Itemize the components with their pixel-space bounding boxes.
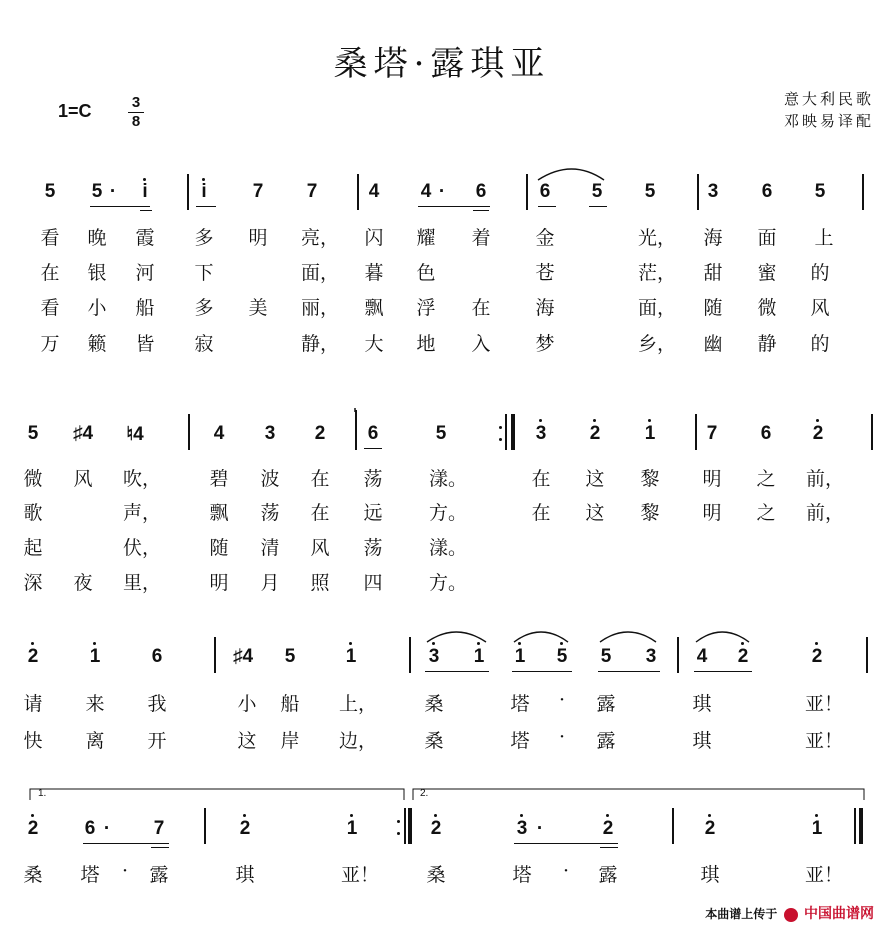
barline [526, 174, 528, 210]
octave-dot [31, 642, 34, 645]
note-sharp: ♯4 [72, 423, 94, 444]
lyric-char: 琪 [235, 864, 255, 886]
lyric-char: 晚 [87, 227, 107, 249]
lyric-char: 暮 [364, 262, 384, 284]
lyric-char: 浮 [416, 297, 436, 319]
time-signature [128, 95, 144, 130]
lyric-char: 地 [416, 333, 436, 355]
key-signature: 1=C [58, 101, 92, 121]
lyric-char: 明 [702, 502, 722, 524]
lyric-char: 离 [85, 730, 105, 752]
note: 4 [420, 181, 432, 202]
lyric-char: 亚！ [340, 864, 380, 886]
note: 1 [514, 646, 526, 667]
beam [83, 843, 169, 844]
lyric-char: 月 [260, 572, 280, 594]
lyric-char: 荡 [260, 502, 280, 524]
note: 6 [151, 646, 163, 667]
octave-dot [593, 419, 596, 422]
lyric-char: 荡 [363, 537, 383, 559]
beam [425, 671, 489, 672]
lyric-char: 丽， [300, 297, 340, 319]
note: 1 [346, 818, 358, 839]
octave-dot [143, 178, 146, 181]
lyric-char: 快 [23, 730, 43, 752]
lyric-char: 黎 [640, 502, 660, 524]
octave-dot [539, 419, 542, 422]
note: 7 [306, 181, 318, 202]
octave-dot [93, 642, 96, 645]
lyric-char: 在 [471, 297, 491, 319]
lyric-char: 露 [598, 864, 618, 886]
lyric-char: 随 [703, 297, 723, 319]
lyric-char: 桑 [23, 864, 43, 886]
lyric-char: 上， [338, 693, 378, 715]
lyric-char: 风 [73, 468, 93, 490]
lyric-char: 来 [85, 693, 105, 715]
lyric-char: 大 [364, 333, 384, 355]
lyric-char: 明 [702, 468, 722, 490]
repeat-dot [499, 426, 502, 429]
note: 2 [27, 818, 39, 839]
lyric-char: 在 [531, 502, 551, 524]
note: 2 [430, 818, 442, 839]
lyric-char: · [562, 860, 570, 882]
credit-origin: 意大利民歌 [783, 90, 874, 108]
lyric-char: 这 [237, 730, 257, 752]
lyric-char: 皆 [135, 333, 155, 355]
note: 3 [707, 181, 719, 202]
barline [862, 174, 864, 210]
lyric-char: 请 [23, 693, 43, 715]
lyric-char: 远 [363, 502, 383, 524]
lyric-char: 黎 [640, 468, 660, 490]
slur [696, 632, 749, 642]
lyric-char: 多 [194, 297, 214, 319]
note: 5 [644, 181, 656, 202]
note: 2 [27, 646, 39, 667]
octave-dot [477, 642, 480, 645]
lyric-char: 入 [471, 333, 491, 355]
lyric-char: 面 [757, 227, 777, 249]
lyric-char: 静 [757, 333, 777, 355]
note: 1 [811, 818, 823, 839]
lyric-char: 微 [23, 468, 43, 490]
lyric-char: 飘 [209, 502, 229, 524]
note: 2 [239, 818, 251, 839]
beam [151, 847, 169, 848]
barline [672, 808, 674, 844]
barline [188, 414, 190, 450]
note: 6 [539, 181, 551, 202]
lyric-char: 霞 [135, 227, 155, 249]
note: 2 [737, 646, 749, 667]
lyric-char: 边， [338, 730, 378, 752]
octave-dot [350, 814, 353, 817]
octave-dot [816, 419, 819, 422]
beam [514, 843, 618, 844]
note-natural: ♮4 [126, 424, 144, 445]
lyric-char: · [558, 689, 566, 711]
lyric-char: 风 [810, 297, 830, 319]
octave-dot [518, 642, 521, 645]
lyric-char: · [121, 860, 129, 882]
meter-bottom: 8 [131, 113, 141, 130]
lyric-char: 之 [756, 502, 776, 524]
meter-top: 3 [131, 94, 141, 111]
note: 3 [428, 646, 440, 667]
lyric-char: 美 [248, 297, 268, 319]
note: 2 [704, 818, 716, 839]
lyric-char: 开 [147, 730, 167, 752]
beam [694, 671, 752, 672]
lyric-char: 寂 [194, 333, 214, 355]
lyric-char: 看 [40, 227, 60, 249]
footer-site: 中国曲谱网 [804, 905, 874, 921]
lyric-char: 塔 [80, 864, 100, 886]
lyric-char: · [558, 726, 566, 748]
note: i [142, 181, 148, 202]
lyric-char: 面， [300, 262, 340, 284]
repeat-dot [397, 832, 400, 835]
beam [538, 206, 556, 207]
slur [538, 169, 604, 180]
lyric-char: 的 [810, 262, 830, 284]
lyric-char: 多 [194, 227, 214, 249]
lyric-char: 起 [23, 537, 43, 559]
dotted-note-dot: · [103, 818, 111, 839]
beam [140, 210, 152, 211]
repeat-end-thick [408, 808, 412, 844]
note: 2 [812, 423, 824, 444]
lyric-char: 碧 [209, 468, 229, 490]
note: 4 [213, 423, 225, 444]
lyric-char: 海 [703, 227, 723, 249]
lyric-char: 飘 [364, 297, 384, 319]
note: 5 [44, 181, 56, 202]
note: 5 [435, 423, 447, 444]
lyric-char: 明 [248, 227, 268, 249]
lyric-char: 在 [310, 468, 330, 490]
note: 6 [84, 818, 96, 839]
lyric-char: 我 [147, 693, 167, 715]
note: 6 [760, 423, 772, 444]
lyric-char: 这 [585, 502, 605, 524]
lyric-char: 乡， [637, 333, 677, 355]
lyric-char: 之 [756, 468, 776, 490]
lyric-char: 塔 [510, 693, 530, 715]
beam [598, 671, 660, 672]
repeat-barline-thick [511, 414, 515, 450]
note: 5 [284, 646, 296, 667]
beam [196, 206, 216, 207]
lyric-char: 照 [310, 572, 330, 594]
octave-dot [560, 642, 563, 645]
note: 6 [761, 181, 773, 202]
lyric-char: 在 [310, 502, 330, 524]
note: 1 [473, 646, 485, 667]
lyric-char: 静， [300, 333, 340, 355]
lyric-char: 岸 [280, 730, 300, 752]
note: 5 [591, 181, 603, 202]
note: 4 [696, 646, 708, 667]
note-sharp: ♯4 [232, 646, 254, 667]
barline [204, 808, 206, 844]
lyric-char: 漾。 [428, 537, 468, 559]
lyric-char: 歌 [23, 502, 43, 524]
volta-2-label: 2. [420, 788, 429, 799]
beam [90, 206, 150, 207]
lyric-char: 里， [122, 572, 162, 594]
octave-dot [349, 642, 352, 645]
repeat-dot [397, 820, 400, 823]
lyric-char: 万 [40, 333, 60, 355]
barline [214, 637, 216, 673]
octave-dot [202, 178, 205, 181]
note: 5 [814, 181, 826, 202]
note: 3 [645, 646, 657, 667]
octave-dot [434, 814, 437, 817]
dotted-note-dot: · [438, 181, 446, 202]
note: 5 [27, 423, 39, 444]
lyric-char: 梦 [535, 333, 555, 355]
octave-dot [31, 814, 34, 817]
beam [589, 206, 607, 207]
lyric-char: 船 [135, 297, 155, 319]
repeat-dot [499, 438, 502, 441]
note: 7 [706, 423, 718, 444]
lyric-char: 波 [260, 468, 280, 490]
lyric-char: 海 [535, 297, 555, 319]
note: 6 [475, 181, 487, 202]
lyric-char: 小 [237, 693, 257, 715]
note: 2 [811, 646, 823, 667]
note: 7 [252, 181, 264, 202]
slur [427, 632, 486, 642]
octave-dot [708, 814, 711, 817]
final-barline-thin [854, 808, 856, 844]
lyric-char: 漾。 [428, 468, 468, 490]
lyric-char: 前， [805, 468, 845, 490]
barline [677, 637, 679, 673]
lyric-char: 露 [596, 693, 616, 715]
lyric-char: 琪 [692, 693, 712, 715]
volta-1-label: 1. [38, 788, 47, 799]
beam [418, 206, 490, 207]
note: 3 [264, 423, 276, 444]
lyric-char: 前， [805, 502, 845, 524]
barline [871, 414, 873, 450]
octave-dot [520, 814, 523, 817]
lyric-char: 籁 [87, 333, 107, 355]
lyric-char: 桑 [424, 730, 444, 752]
beam [473, 210, 489, 211]
lyric-char: 深 [23, 572, 43, 594]
song-title: 桑塔·露琪亚 [333, 44, 551, 84]
lyric-char: 亚！ [804, 693, 844, 715]
lyric-char: 清 [260, 537, 280, 559]
lyric-char: 闪 [364, 227, 384, 249]
lyric-char: 塔 [512, 864, 532, 886]
volta-bracket-1 [30, 789, 404, 800]
lyric-char: 看 [40, 297, 60, 319]
note: 1 [644, 423, 656, 444]
lyric-char: 露 [149, 864, 169, 886]
note: 1 [345, 646, 357, 667]
octave-dot [432, 642, 435, 645]
lyric-char: 风 [310, 537, 330, 559]
credit-translator: 邓映易译配 [783, 112, 874, 130]
note: 7 [153, 818, 165, 839]
lyric-char: 小 [87, 297, 107, 319]
lyric-char: 船 [280, 693, 300, 715]
octave-dot [815, 814, 818, 817]
barline [866, 637, 868, 673]
lyric-char: 亚！ [804, 864, 844, 886]
volta-bracket-2 [413, 789, 864, 800]
lyric-char: 伏， [122, 537, 162, 559]
lyric-char: 露 [596, 730, 616, 752]
octave-dot [741, 642, 744, 645]
lyric-char: 微 [757, 297, 777, 319]
barline [187, 174, 189, 210]
beam [364, 448, 382, 449]
lyric-char: 桑 [426, 864, 446, 886]
note: 1 [89, 646, 101, 667]
note: 5 [91, 181, 103, 202]
octave-dot [243, 814, 246, 817]
note: 2 [589, 423, 601, 444]
dotted-note-dot: · [536, 818, 544, 839]
lyric-char: 色 [416, 262, 436, 284]
note: 2 [314, 423, 326, 444]
footer-logo-icon [784, 908, 798, 922]
lyric-char: 下 [194, 262, 214, 284]
note: 4 [368, 181, 380, 202]
lyric-char: 的 [810, 333, 830, 355]
lyric-char: 蜜 [757, 262, 777, 284]
note: 6 [367, 423, 379, 444]
note: 5 [600, 646, 612, 667]
lyric-char: 方。 [428, 572, 468, 594]
octave-dot [606, 814, 609, 817]
lyric-char: 金 [535, 227, 555, 249]
lyric-char: 在 [531, 468, 551, 490]
barline [357, 174, 359, 210]
note: 3 [535, 423, 547, 444]
lyric-char: 吹， [122, 468, 162, 490]
lyric-char: 茫， [637, 262, 677, 284]
final-barline-thick [859, 808, 863, 844]
octave-dot [648, 419, 651, 422]
lyric-char: 苍 [535, 262, 555, 284]
beam [600, 847, 618, 848]
barline [695, 414, 697, 450]
repeat-end-thin [404, 808, 406, 844]
barline [355, 410, 357, 450]
lyric-char: 随 [209, 537, 229, 559]
footer-watermark [705, 903, 874, 923]
slur [600, 632, 656, 642]
lyric-char: 夜 [73, 572, 93, 594]
lyric-char: 明 [209, 572, 229, 594]
lyric-char: 声， [122, 502, 162, 524]
note: i [201, 181, 207, 202]
lyric-char: 亮， [300, 227, 340, 249]
lyric-char: 这 [585, 468, 605, 490]
dotted-note-dot: · [109, 181, 117, 202]
lyric-char: 河 [135, 262, 155, 284]
lyric-char: 桑 [424, 693, 444, 715]
lyric-char: 幽 [703, 333, 723, 355]
lyric-char: 光， [637, 227, 677, 249]
lyric-char: 在 [40, 262, 60, 284]
beam [512, 671, 572, 672]
note: 2 [602, 818, 614, 839]
note: 5 [556, 646, 568, 667]
lyric-char: 琪 [692, 730, 712, 752]
lyric-char: 方。 [428, 502, 468, 524]
lyric-char: 亚！ [804, 730, 844, 752]
lyric-char: 着 [471, 227, 491, 249]
barline [697, 174, 699, 210]
lyric-char: 琪 [700, 864, 720, 886]
lyric-char: 面， [637, 297, 677, 319]
lyric-char: 耀 [416, 227, 436, 249]
lyric-char: 上 [814, 227, 834, 249]
note: 3 [516, 818, 528, 839]
lyric-char: 荡 [363, 468, 383, 490]
lyric-char: 四 [363, 572, 383, 594]
footer-prefix: 本曲谱上传于 [705, 907, 778, 921]
lyric-char: 银 [87, 262, 107, 284]
octave-dot [815, 642, 818, 645]
barline [409, 637, 411, 673]
lyric-char: 塔 [510, 730, 530, 752]
slur [514, 632, 568, 642]
repeat-barline-thin [505, 414, 507, 450]
lyric-char: 甜 [703, 262, 723, 284]
